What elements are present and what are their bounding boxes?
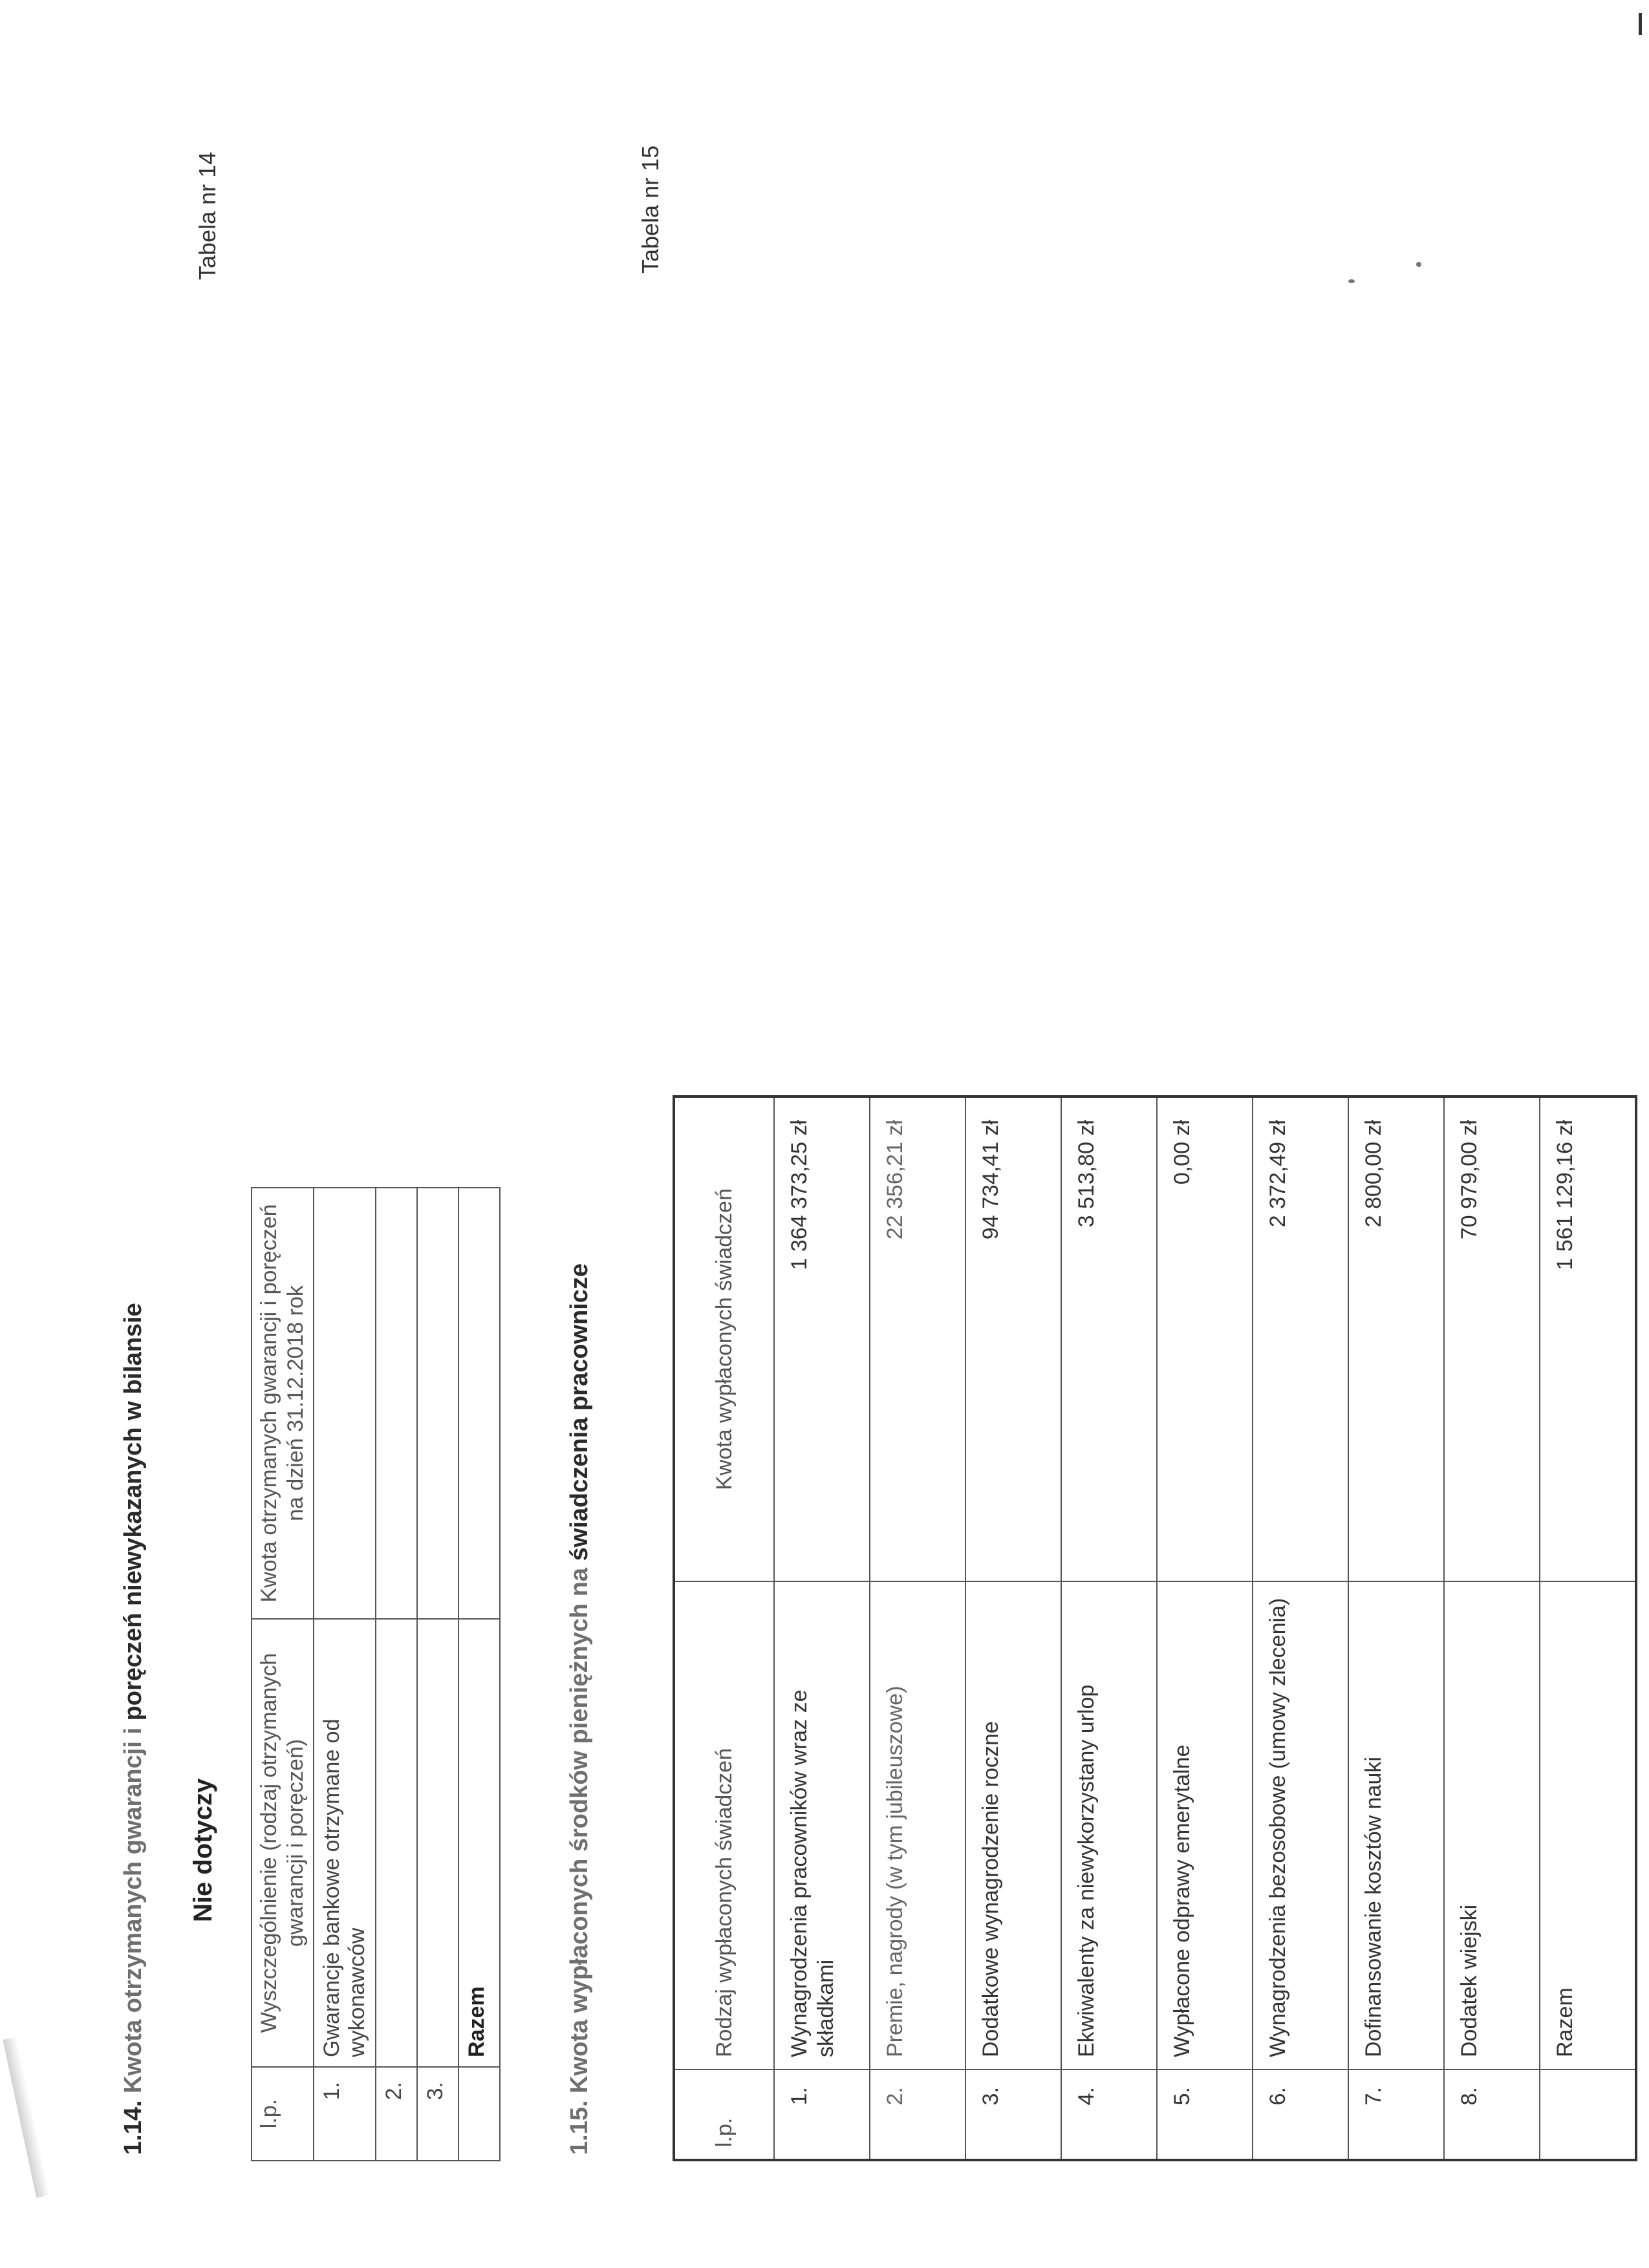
row-description: Gwarancje bankowe otrzymane od wykonawców bbox=[314, 1619, 376, 2067]
section-1-14-title bbox=[120, 1303, 147, 2155]
section-title-faded: Kwota otrzymanych gwarancji i bbox=[120, 1727, 147, 2093]
row-benefit-type: Dofinansowanie kosztów nauki bbox=[1348, 1581, 1444, 2070]
row-amount bbox=[314, 1188, 376, 1619]
table-15-caption: Tabela nr 15 bbox=[637, 145, 663, 273]
table-row bbox=[1348, 1097, 1444, 2160]
header-description: Wyszczególnienie (rodzaj otrzymanych gwarancji i poręczeń) bbox=[252, 1619, 314, 2067]
row-lp: 6. bbox=[1253, 2070, 1348, 2160]
table-total-row bbox=[458, 1188, 500, 2161]
row-benefit-type: Wynagrodzenia bezosobowe (umowy zlecenia) bbox=[1253, 1581, 1348, 2070]
row-lp: 2. bbox=[870, 2070, 965, 2160]
row-amount: 1 364 373,25 zł bbox=[774, 1097, 870, 1581]
row-benefit-type: Razem bbox=[1540, 1581, 1636, 2070]
row-lp bbox=[1540, 2070, 1636, 2160]
table-row bbox=[1444, 1097, 1540, 2160]
table-row bbox=[376, 1188, 417, 2161]
section-title-faded: Kwota wypłaconych środków pieniężnych na bbox=[566, 1567, 593, 2093]
row-lp: 3. bbox=[417, 2067, 458, 2161]
table-row bbox=[774, 1097, 870, 2160]
row-benefit-type: Premie, nagrody (w tym jubileuszowe) bbox=[870, 1581, 965, 2070]
table-total-row bbox=[1540, 1097, 1636, 2160]
table-14 bbox=[251, 1187, 501, 2161]
row-lp: 4. bbox=[1061, 2070, 1157, 2160]
row-lp: 1. bbox=[314, 2067, 376, 2161]
table-row bbox=[1061, 1097, 1157, 2160]
row-amount bbox=[417, 1188, 458, 1619]
row-amount: 22 356,21 zł bbox=[870, 1097, 965, 1581]
header-lp: l.p. bbox=[674, 2070, 774, 2160]
row-benefit-type: Wynagrodzenia pracowników wraz ze składkami bbox=[774, 1581, 870, 2070]
not-applicable-label: Nie dotyczy bbox=[189, 1778, 217, 1922]
row-benefit-type: Wypłacone odprawy emerytalne bbox=[1157, 1581, 1253, 2070]
table-row bbox=[1157, 1097, 1253, 2160]
section-title-strong: poręczeń niewykazanych w bilansie bbox=[120, 1303, 147, 1728]
row-lp: 7. bbox=[1348, 2070, 1444, 2160]
table-header-row bbox=[252, 1188, 314, 2161]
header-lp: l.p. bbox=[252, 2067, 314, 2161]
row-lp: 8. bbox=[1444, 2070, 1540, 2160]
header-amount: Kwota otrzymanych gwarancji i poręczeń na dzień 31.12.2018 rok bbox=[252, 1188, 314, 1619]
section-number: 1.15. bbox=[566, 2100, 593, 2155]
row-lp: 1. bbox=[774, 2070, 870, 2160]
row-benefit-type: Ekwiwalenty za niewykorzystany urlop bbox=[1061, 1581, 1157, 2070]
row-amount: 70 979,00 zł bbox=[1444, 1097, 1540, 1581]
section-1-15-title bbox=[566, 1263, 594, 2155]
row-amount: 2 372,49 zł bbox=[1253, 1097, 1348, 1581]
table-row bbox=[314, 1188, 376, 2161]
table-row bbox=[870, 1097, 965, 2160]
row-lp bbox=[458, 2067, 500, 2161]
row-amount: 94 734,41 zł bbox=[965, 1097, 1061, 1581]
row-description bbox=[376, 1619, 417, 2067]
row-description: Razem bbox=[458, 1619, 500, 2067]
row-benefit-type: Dodatek wiejski bbox=[1444, 1581, 1540, 2070]
table-header-row bbox=[674, 1097, 774, 2160]
table-row bbox=[965, 1097, 1061, 2160]
section-title-strong: świadczenia pracownicze bbox=[566, 1263, 593, 1568]
table-15 bbox=[673, 1095, 1637, 2161]
row-amount bbox=[376, 1188, 417, 1619]
row-amount: 0,00 zł bbox=[1157, 1097, 1253, 1581]
table-row bbox=[417, 1188, 458, 2161]
table-14-caption: Tabela nr 14 bbox=[194, 151, 221, 280]
row-amount bbox=[458, 1188, 500, 1619]
row-amount: 2 800,00 zł bbox=[1348, 1097, 1444, 1581]
section-number: 1.14. bbox=[120, 2100, 147, 2155]
table-row bbox=[1253, 1097, 1348, 2160]
row-lp: 5. bbox=[1157, 2070, 1253, 2160]
row-lp: 3. bbox=[965, 2070, 1061, 2160]
row-amount: 1 561 129,16 zł bbox=[1540, 1097, 1636, 1581]
row-description bbox=[417, 1619, 458, 2067]
row-benefit-type: Dodatkowe wynagrodzenie roczne bbox=[965, 1581, 1061, 2070]
header-benefit-type: Rodzaj wypłaconych świadczeń bbox=[674, 1581, 774, 2070]
row-lp: 2. bbox=[376, 2067, 417, 2161]
header-amount: Kwota wypłaconych świadczeń bbox=[674, 1097, 774, 1581]
row-amount: 3 513,80 zł bbox=[1061, 1097, 1157, 1581]
